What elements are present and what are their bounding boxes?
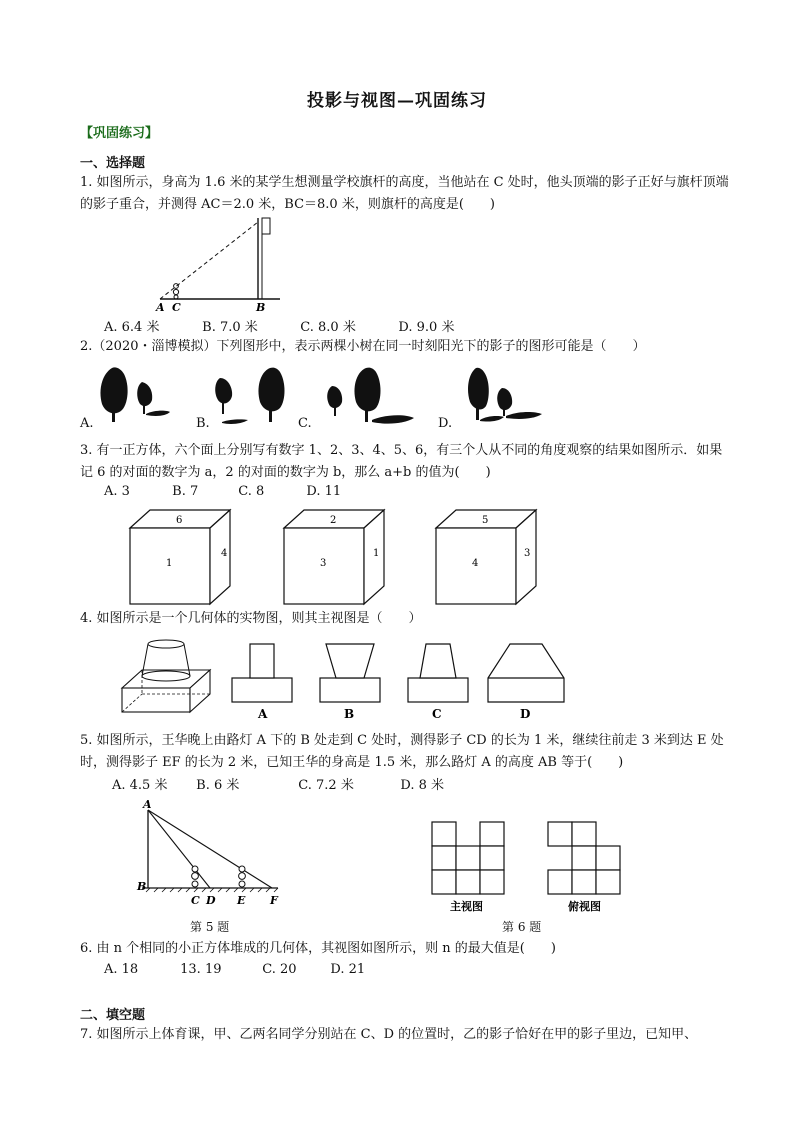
question-3-options	[104, 484, 370, 499]
front-view-label: 主视图	[450, 900, 483, 913]
tree-shadow-figures	[94, 364, 554, 426]
question-2-text: 2.（2020・淄博模拟）下列图形中，表示两棵小树在同一时刻阳光下的影子的图形可能是（ ）	[80, 339, 646, 354]
option-d[interactable]: D	[520, 707, 531, 721]
svg-text:B: B	[137, 880, 147, 893]
option-a-figure[interactable]	[232, 644, 292, 721]
svg-text:E: E	[237, 894, 246, 907]
top-view-label: 俯视图	[568, 900, 601, 913]
option-a[interactable]: A. 4.5 米	[112, 778, 168, 793]
question-4-text: 4. 如图所示是一个几何体的实物图，则其主视图是（ ）	[80, 611, 422, 626]
page-title: 投影与视图—巩固练习	[307, 91, 487, 111]
svg-text:2: 2	[330, 515, 337, 526]
option-b[interactable]: B	[344, 707, 355, 721]
svg-text:4: 4	[472, 558, 479, 569]
option-b[interactable]: 13. 19	[180, 962, 222, 977]
option-c[interactable]: C. 8	[238, 484, 265, 499]
question-4-figure	[118, 638, 568, 724]
svg-text:1: 1	[166, 558, 173, 569]
label-b: B	[256, 301, 266, 314]
option-a[interactable]: A.	[80, 416, 94, 431]
option-d[interactable]: D.	[438, 416, 453, 431]
svg-text:4: 4	[221, 548, 228, 559]
option-a[interactable]: A. 6.4 米	[104, 320, 160, 335]
option-c[interactable]: C. 8.0 米	[300, 320, 356, 335]
svg-text:1: 1	[373, 548, 380, 559]
question-7-text: 7. 如图所示上体育课，甲、乙两名同学分别站在 C、D 的位置时，乙的影子恰好在甲的影子里边，已知甲、	[80, 1027, 698, 1042]
section-heading-fill: 二、填空题	[80, 1008, 146, 1023]
question-1-figure	[150, 214, 290, 314]
option-d[interactable]: D. 9.0 米	[398, 320, 455, 335]
cube-3	[436, 510, 536, 604]
cube-2	[284, 510, 384, 604]
question-6-options	[104, 962, 394, 977]
option-d[interactable]: D. 8 米	[400, 778, 445, 793]
svg-text:C: C	[191, 894, 200, 907]
question-5-figure	[134, 796, 284, 916]
option-d[interactable]: D. 11	[306, 484, 342, 499]
option-d[interactable]: D. 21	[330, 962, 366, 977]
solid-object	[122, 640, 210, 712]
option-b[interactable]: B. 7	[172, 484, 199, 499]
option-c[interactable]: C. 20	[262, 962, 297, 977]
option-c[interactable]: C.	[298, 416, 312, 431]
section-tag: 【巩固练习】	[80, 126, 159, 141]
option-b[interactable]: B. 7.0 米	[202, 320, 258, 335]
question-5-options	[112, 774, 480, 793]
option-c-figure[interactable]	[408, 644, 468, 721]
svg-text:3: 3	[320, 558, 327, 569]
option-a[interactable]: A. 18	[104, 962, 139, 977]
svg-text:A: A	[143, 798, 152, 811]
svg-text:5: 5	[482, 515, 489, 526]
svg-text:D: D	[206, 894, 216, 907]
option-b[interactable]: B.	[196, 416, 210, 431]
svg-text:6: 6	[176, 515, 183, 526]
option-b-figure[interactable]	[320, 644, 380, 721]
figure-5-caption: 第 5 题	[190, 920, 230, 934]
option-c[interactable]: C	[432, 707, 442, 721]
option-d-figure[interactable]	[488, 644, 564, 721]
option-a[interactable]: A. 3	[104, 484, 130, 499]
option-a[interactable]: A	[258, 707, 268, 721]
label-a: A	[156, 301, 165, 314]
top-view-grid	[548, 822, 620, 894]
question-3-text: 3. 有一正方体，六个面上分别写有数字 1、2、3、4、5、6，有三个人从不同的角度观察的结果如图所示．如果记 6 的对面的数字为 a，2 的对面的数字为 b，那么 a+b 的值为( )	[80, 443, 723, 480]
option-c[interactable]: C. 7.2 米	[298, 778, 354, 793]
label-c: C	[172, 301, 181, 314]
front-view-grid	[432, 822, 504, 894]
question-5-text: 5. 如图所示，王华晚上由路灯 A 下的 B 处走到 C 处时，测得影子 CD 的长为 1 米，继续往前走 3 米到达 E 处时，测得影子 EF 的长为 2 米，已知王华的身高是 1.5 米，那么路灯 A 的高度 AB 等于( )	[80, 733, 724, 770]
svg-text:F: F	[270, 894, 278, 907]
question-6-text: 6. 由 n 个相同的小正方体堆成的几何体，其视图如图所示，则 n 的最大值是( )	[80, 941, 556, 956]
svg-text:3: 3	[524, 548, 531, 559]
question-1-options	[104, 316, 492, 335]
section-heading-choice: 一、选择题	[80, 156, 146, 171]
option-b[interactable]: B. 6 米	[196, 778, 240, 793]
question-1-text: 1. 如图所示，身高为 1.6 米的某学生想测量学校旗杆的高度，当他站在 C 处时，他头顶端的影子正好与旗杆顶端的影子重合，并测得 AC＝2.0 米，BC＝8.0 米，则旗杆的高度是( )	[80, 175, 729, 212]
cube-1	[130, 510, 230, 604]
cube-views-figure	[126, 508, 566, 606]
figure-6-caption: 第 6 题	[502, 920, 542, 934]
question-6-views	[430, 820, 630, 920]
